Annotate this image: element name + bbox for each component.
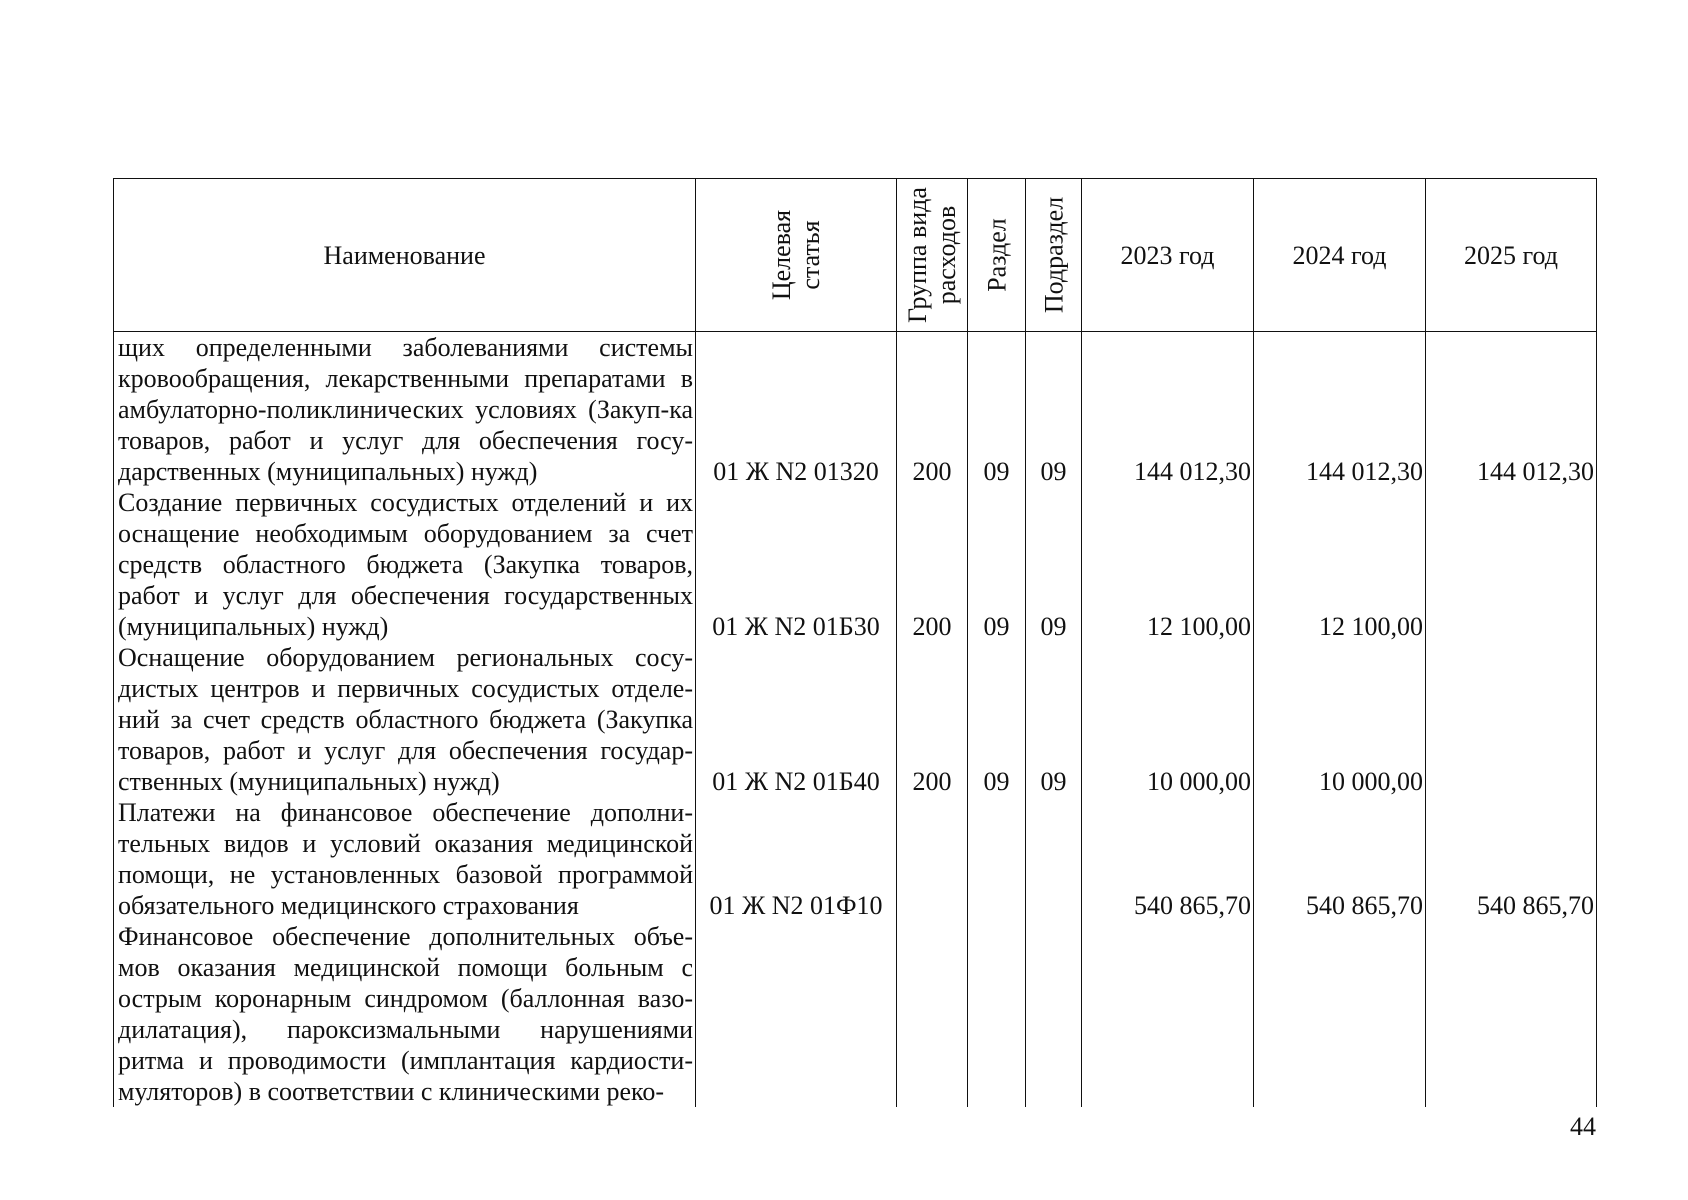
header-section	[968, 179, 1026, 332]
row-section: 09	[968, 642, 1026, 797]
row-expense-group	[897, 797, 968, 921]
row-subsection	[1026, 921, 1082, 1107]
row-subsection: 09	[1026, 487, 1082, 642]
header-subsection	[1026, 179, 1082, 332]
row-section	[968, 797, 1026, 921]
budget-table	[113, 178, 1597, 1107]
row-amount-2023: 540 865,70	[1082, 797, 1254, 921]
table-row	[114, 797, 1597, 921]
row-amount-2024: 12 100,00	[1254, 487, 1426, 642]
header-target-article-label: Целевая статья	[767, 209, 825, 301]
header-section-label: Раздел	[982, 218, 1011, 292]
page-number: 44	[1570, 1112, 1596, 1141]
row-amount-2025: 144 012,30	[1426, 332, 1597, 488]
header-year-2025: 2025 год	[1426, 179, 1597, 332]
table-row	[114, 921, 1597, 1107]
header-target-article	[696, 179, 897, 332]
header-expense-group-label: Группа вида расходов	[903, 187, 961, 323]
table-row	[114, 332, 1597, 488]
row-amount-2025	[1426, 487, 1597, 642]
table-row	[114, 487, 1597, 642]
row-expense-group: 200	[897, 642, 968, 797]
row-expense-group: 200	[897, 487, 968, 642]
header-year-2024: 2024 год	[1254, 179, 1426, 332]
row-subsection: 09	[1026, 332, 1082, 488]
row-name: щих определенными заболеваниями системы кровообращения, лекарственными препаратами в амбулаторно-поликлинических условиях (Закуп-ка товаров, работ и услуг для обеспечения госу-дарственных (муниципальных) нужд)	[114, 332, 696, 488]
row-amount-2025	[1426, 642, 1597, 797]
row-name: Создание первичных сосудистых отделений и их оснащение необходимым оборудованием за счет средств областного бюджета (Закупка товаров, работ и услуг для обеспечения государственных (муниципальных) нужд)	[114, 487, 696, 642]
header-subsection-label: Подраздел	[1039, 196, 1068, 314]
row-name: Финансовое обеспечение дополнительных объе-мов оказания медицинской помощи больным с острым коронарным синдромом (баллонная вазо-дилатация), пароксизмальными нарушениями ритма и проводимости (имплантация кардиости-муляторов) в соответствии с клиническими реко-	[114, 921, 696, 1107]
row-expense-group: 200	[897, 332, 968, 488]
row-name: Оснащение оборудованием региональных сосу-дистых центров и первичных сосудистых отделе-ний за счет средств областного бюджета (Закупка товаров, работ и услуг для обеспечения государ-ственных (муниципальных) нужд)	[114, 642, 696, 797]
row-target-article: 01 Ж N2 01Б40	[696, 642, 897, 797]
header-expense-group	[897, 179, 968, 332]
row-amount-2024: 10 000,00	[1254, 642, 1426, 797]
header-row	[114, 179, 1597, 332]
row-amount-2024: 540 865,70	[1254, 797, 1426, 921]
row-amount-2023: 144 012,30	[1082, 332, 1254, 488]
row-expense-group	[897, 921, 968, 1107]
table-row	[114, 642, 1597, 797]
row-amount-2024: 144 012,30	[1254, 332, 1426, 488]
row-amount-2023	[1082, 921, 1254, 1107]
row-subsection	[1026, 797, 1082, 921]
header-name: Наименование	[114, 179, 696, 332]
row-section	[968, 921, 1026, 1107]
row-section: 09	[968, 332, 1026, 488]
row-name: Платежи на финансовое обеспечение дополни-тельных видов и условий оказания медицинской помощи, не установленных базовой программой обязательного медицинского страхования	[114, 797, 696, 921]
row-target-article: 01 Ж N2 01Ф10	[696, 797, 897, 921]
row-amount-2023: 10 000,00	[1082, 642, 1254, 797]
header-year-2023: 2023 год	[1082, 179, 1254, 332]
row-amount-2025: 540 865,70	[1426, 797, 1597, 921]
row-target-article: 01 Ж N2 01Б30	[696, 487, 897, 642]
row-subsection: 09	[1026, 642, 1082, 797]
row-target-article	[696, 921, 897, 1107]
row-section: 09	[968, 487, 1026, 642]
row-amount-2023: 12 100,00	[1082, 487, 1254, 642]
row-target-article: 01 Ж N2 01320	[696, 332, 897, 488]
row-amount-2024	[1254, 921, 1426, 1107]
row-amount-2025	[1426, 921, 1597, 1107]
